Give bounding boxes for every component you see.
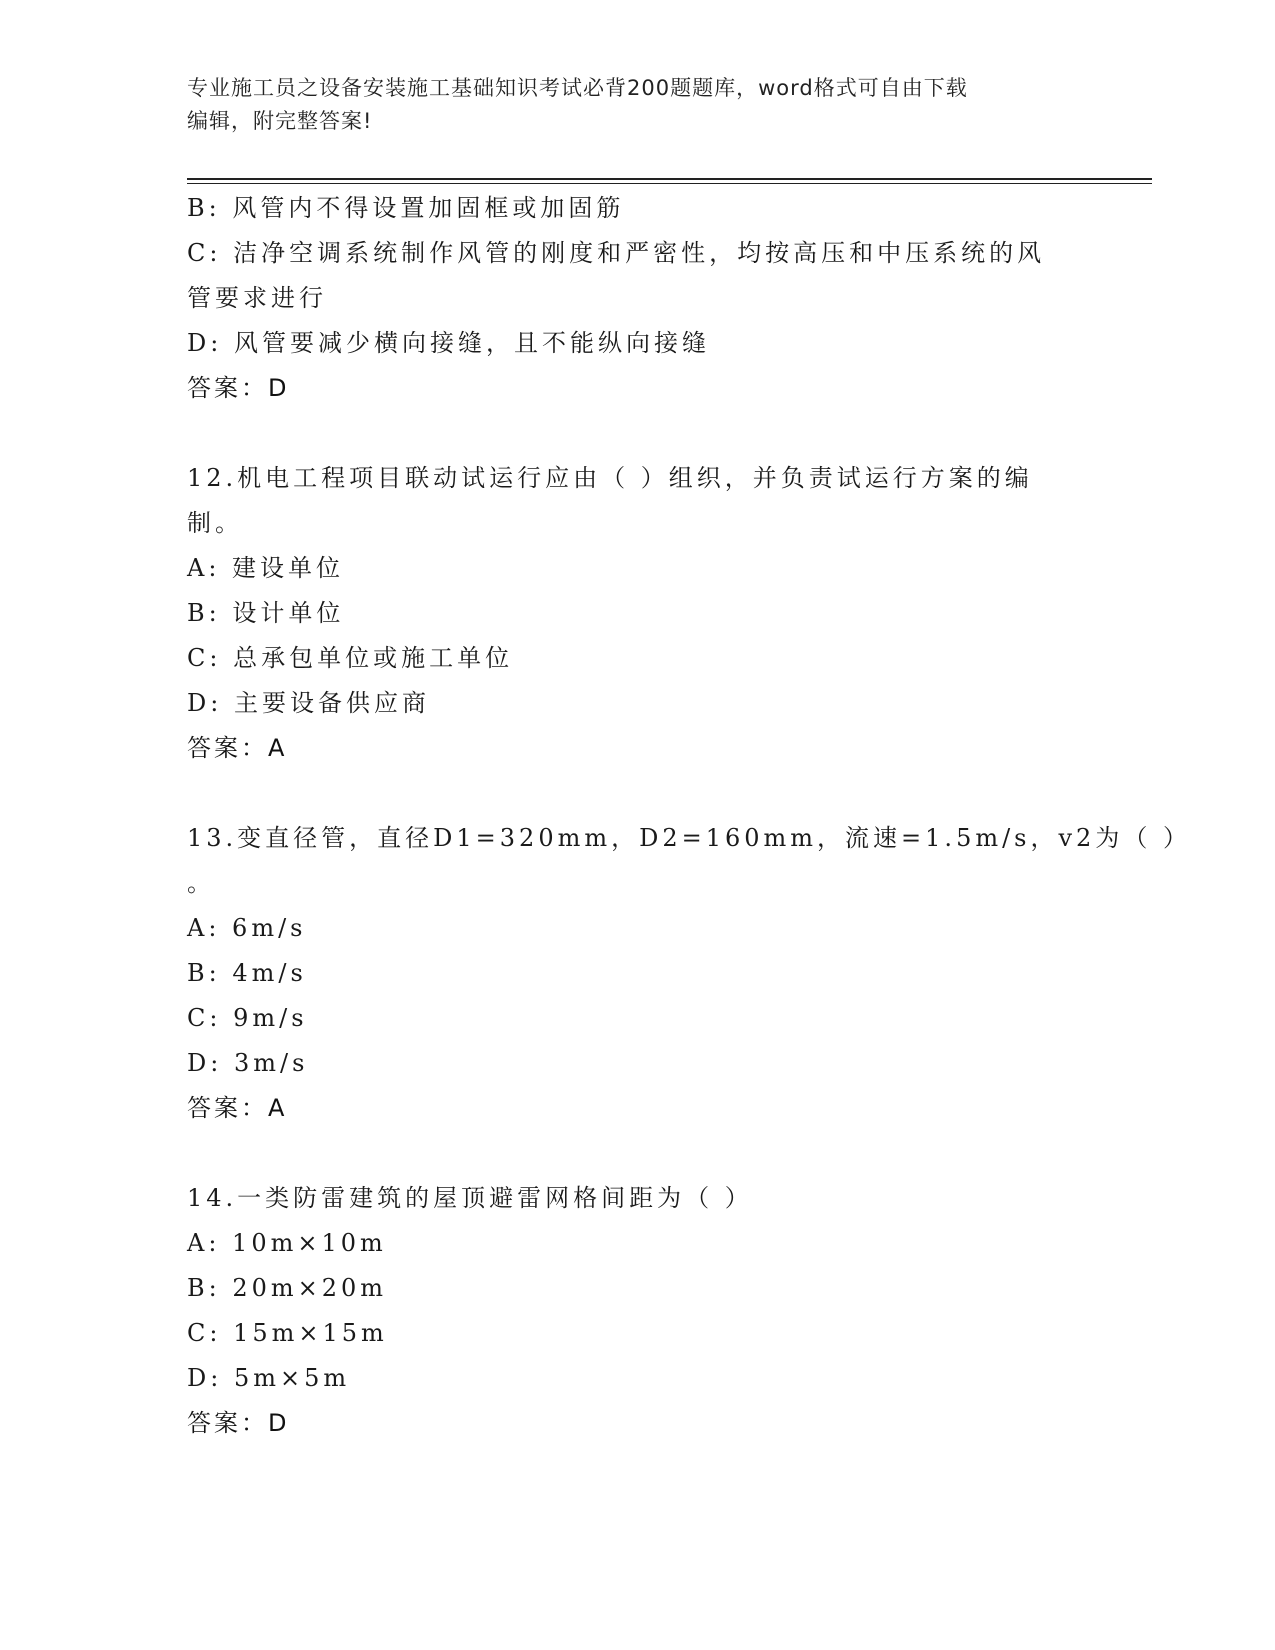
q12-option-a: A: 建设单位 (187, 554, 345, 582)
q14-stem-line-1: 14.一类防雷建筑的屋顶避雷网格间距为（ ） (187, 1184, 753, 1212)
document-header (187, 72, 1067, 138)
q12-option-d: D: 主要设备供应商 (187, 689, 430, 717)
q13-option-c: C: 9m/s (187, 1004, 308, 1032)
q11-option-c-line-2: 管要求进行 (187, 284, 327, 312)
q13-stem-line-1: 13.变直径管，直径D1=320mm，D2=160mm，流速=1.5m/s，v2为（ ） (187, 824, 1191, 852)
q14-option-d: D: 5m×5m (187, 1364, 351, 1392)
q11-option-b: B: 风管内不得设置加固框或加固筋 (187, 194, 625, 222)
header-rule-thick (187, 178, 1152, 180)
q13-answer: 答案：A (187, 1094, 288, 1122)
q13-option-b: B: 4m/s (187, 959, 307, 987)
q12-stem-line-1: 12.机电工程项目联动试运行应由（ ）组织，并负责试运行方案的编 (187, 464, 1033, 492)
q11-option-c-line-1: C: 洁净空调系统制作风管的刚度和严密性，均按高压和中压系统的风 (187, 239, 1046, 267)
q14-option-b: B: 20m×20m (187, 1274, 388, 1302)
q14-option-c: C: 15m×15m (187, 1319, 388, 1347)
q13-option-d: D: 3m/s (187, 1049, 309, 1077)
header-line-2: 编辑，附完整答案! (187, 109, 373, 133)
q14-option-a: A: 10m×10m (187, 1229, 387, 1257)
q13-stem-line-2: 。 (187, 869, 215, 897)
q13-option-a: A: 6m/s (187, 914, 307, 942)
q11-answer: 答案：D (187, 374, 290, 402)
q12-answer: 答案：A (187, 734, 288, 762)
q12-stem-line-2: 制。 (187, 509, 243, 537)
q12-option-c: C: 总承包单位或施工单位 (187, 644, 514, 672)
q12-option-b: B: 设计单位 (187, 599, 345, 627)
header-rule-thin (187, 183, 1152, 184)
q14-answer: 答案：D (187, 1409, 290, 1437)
header-line-1: 专业施工员之设备安装施工基础知识考试必背200题题库，word格式可自由下载 (187, 76, 968, 100)
q11-option-d: D: 风管要减少横向接缝，且不能纵向接缝 (187, 329, 710, 357)
